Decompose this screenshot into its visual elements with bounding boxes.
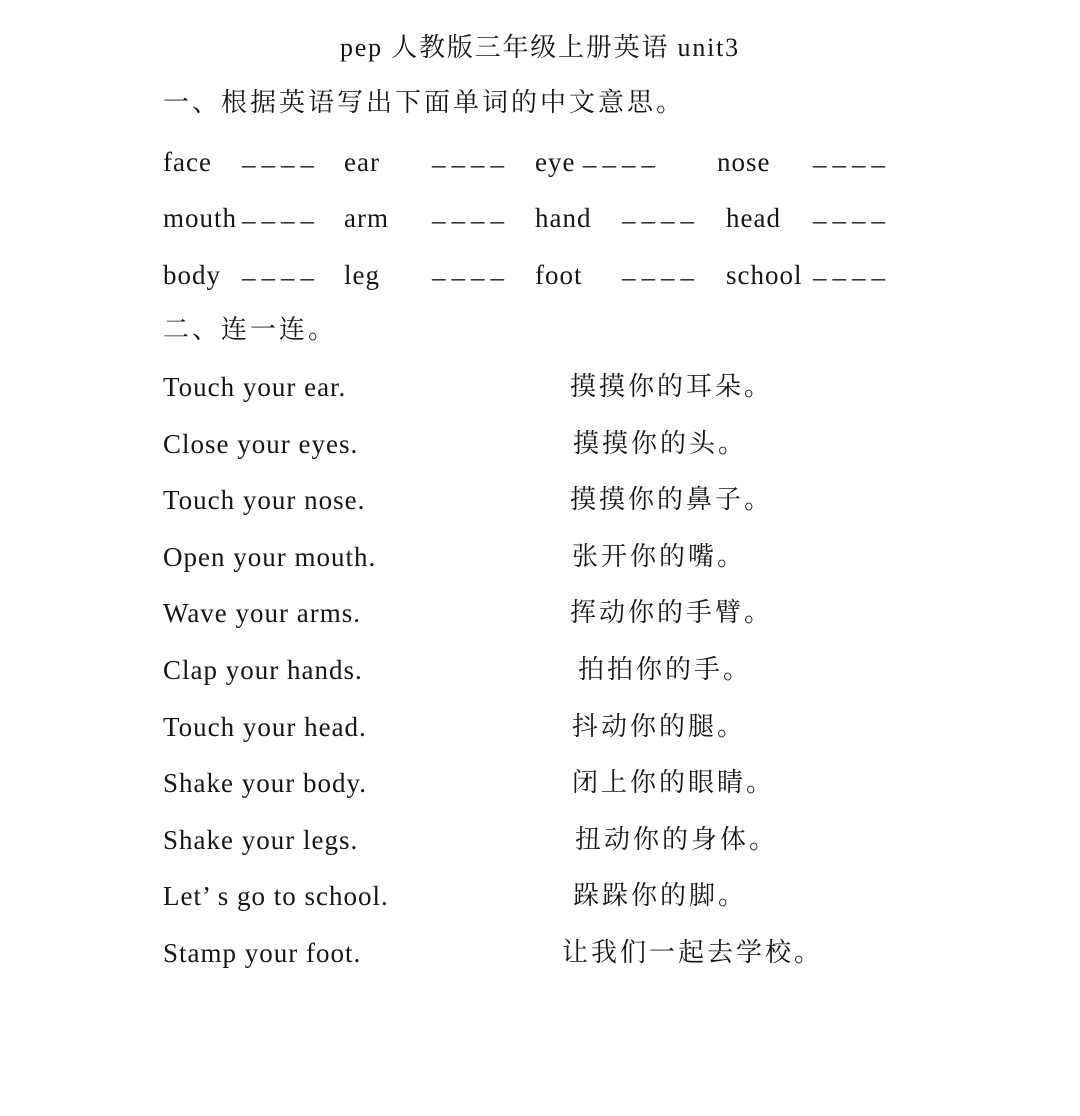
worksheet-title: pep 人教版三年级上册英语 unit3 <box>340 33 740 62</box>
matching-row <box>0 766 1080 823</box>
chinese-phrase: 摸摸你的鼻子。 <box>570 485 774 515</box>
vocab-word: face <box>163 147 212 177</box>
matching-list <box>0 370 1080 993</box>
vocab-word: leg <box>344 260 380 290</box>
chinese-phrase: 摸摸你的头。 <box>573 428 748 458</box>
english-phrase: Open your mouth. <box>163 541 377 572</box>
english-phrase: Close your eyes. <box>163 428 359 459</box>
chinese-phrase: 拍拍你的手。 <box>578 654 753 684</box>
english-phrase: Wave your arms. <box>163 598 362 629</box>
chinese-phrase: 摸摸你的耳朵。 <box>570 372 774 401</box>
matching-row <box>0 540 1080 597</box>
answer-blank: ____ <box>622 253 700 283</box>
vocab-word: hand <box>535 203 592 233</box>
matching-row <box>0 879 1080 936</box>
matching-row <box>0 427 1080 484</box>
answer-blank: ____ <box>813 253 891 283</box>
chinese-phrase: 张开你的嘴。 <box>572 541 747 571</box>
english-phrase: Stamp your foot. <box>163 937 362 968</box>
vocab-word: nose <box>717 147 771 177</box>
vocab-word: foot <box>535 260 583 290</box>
vocab-word: school <box>726 260 803 290</box>
answer-blank: ____ <box>583 140 661 170</box>
section-2-heading: 二、连一连。 <box>163 315 338 344</box>
matching-row <box>0 653 1080 710</box>
matching-row <box>0 823 1080 880</box>
answer-blank: ____ <box>432 196 510 226</box>
chinese-phrase: 抖动你的腿。 <box>572 711 747 741</box>
matching-row <box>0 483 1080 540</box>
english-phrase: Shake your body. <box>163 768 367 799</box>
answer-blank: ____ <box>242 253 320 283</box>
english-phrase: Shake your legs. <box>163 824 359 855</box>
vocab-word: body <box>163 260 221 290</box>
chinese-phrase: 让我们一起去学校。 <box>562 937 824 967</box>
chinese-phrase: 跺跺你的脚。 <box>573 881 748 911</box>
matching-row <box>0 370 1080 427</box>
matching-row <box>0 710 1080 767</box>
answer-blank: ____ <box>432 140 510 170</box>
matching-row <box>0 936 1080 993</box>
chinese-phrase: 挥动你的手臂。 <box>570 598 774 628</box>
section-1-heading: 一、根据英语写出下面单词的中文意思。 <box>163 88 686 117</box>
english-phrase: Touch your ear. <box>163 372 347 402</box>
chinese-phrase: 闭上你的眼睛。 <box>572 768 776 798</box>
answer-blank: ____ <box>242 140 320 170</box>
vocab-row <box>0 253 1080 292</box>
chinese-phrase: 扭动你的身体。 <box>575 824 779 854</box>
english-phrase: Touch your nose. <box>163 485 366 516</box>
vocab-word: arm <box>344 203 389 233</box>
answer-blank: ____ <box>242 196 320 226</box>
vocab-row <box>0 140 1080 179</box>
english-phrase: Clap your hands. <box>163 654 363 685</box>
vocab-word: eye <box>535 147 576 177</box>
answer-blank: ____ <box>813 196 891 226</box>
english-phrase: Touch your head. <box>163 711 367 742</box>
answer-blank: ____ <box>813 140 891 170</box>
vocab-word: head <box>726 203 781 233</box>
vocab-word: ear <box>344 147 380 177</box>
english-phrase: Let’ s go to school. <box>163 881 389 912</box>
vocab-word: mouth <box>163 203 238 233</box>
matching-row <box>0 596 1080 653</box>
vocab-row <box>0 196 1080 235</box>
answer-blank: ____ <box>432 253 510 283</box>
answer-blank: ____ <box>622 196 700 226</box>
